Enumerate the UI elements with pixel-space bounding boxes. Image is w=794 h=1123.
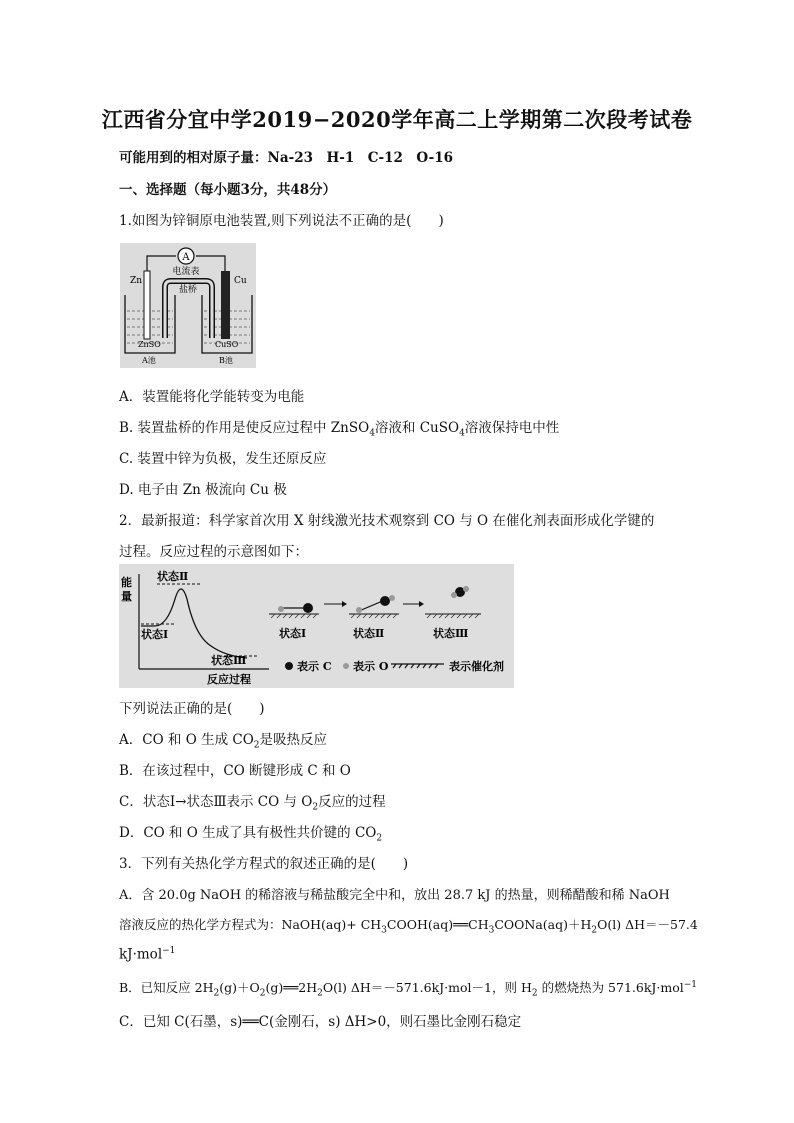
q2-question: 下列说法正确的是( ) — [119, 701, 265, 717]
cuso4-label: CuSO — [215, 340, 239, 349]
q3-option-a-line1: A．含 20.0g NaOH 的稀溶液与稀盐酸完全中和，放出 28.7 kJ 的热量，则稀醋酸和稀 NaOH — [119, 888, 670, 903]
q3-option-a-line3: kJ·mol$^{-1}$ — [119, 946, 176, 963]
reaction-energy-figure — [119, 564, 514, 688]
q1-option-a: A．装置能将化学能转变为电能 — [119, 389, 305, 405]
legend-catalyst: 表示催化剂 — [449, 660, 504, 673]
legend-oxygen: 表示 O — [353, 660, 389, 673]
ammeter-label: 电流表 — [172, 267, 200, 277]
q3-stem: 3．下列有关热化学方程式的叙述正确的是( ) — [119, 856, 409, 872]
zn-electrode-label: Zn — [130, 276, 143, 286]
surface-state3-label: 状态Ⅲ — [433, 627, 469, 640]
y-axis-label-2: 量 — [121, 590, 132, 603]
atomic-masses-note: 可能用到的相对原子量：Na-23 H-1 C-12 O-16 — [119, 150, 454, 166]
ammeter-symbol: A — [182, 252, 190, 263]
cell-b-label: B池 — [219, 356, 233, 365]
q1-option-b: B. 装置盐桥的作用是使反应过程中 ZnSO$_4$溶液和 CuSO$_4$溶液保持电中性 — [119, 420, 560, 439]
znso4-label: ZnSO — [138, 340, 161, 349]
y-axis-label-1: 能 — [121, 576, 132, 589]
q2-option-a: A．CO 和 O 生成 $CO_2$是吸热反应 — [119, 732, 328, 751]
q3-option-b: B．已知反应 $2H_2(g)+O_2(g)══2H_2O(l)$ ΔH＝－571.6kJ·mol－1，则 $H_2$ 的燃烧热为 571.6kJ·mol$^{-1}$ — [119, 979, 698, 999]
curve-state1-label: 状态Ⅰ — [141, 628, 169, 641]
q3-option-a-line2: 溶液反应的热化学方程式为：NaOH(aq)+ $CH_3COOH(aq)══CH_3COONa(aq)+H_2O(l)$ ΔH＝－57.4 — [119, 917, 698, 936]
q1-stem: 1.如图为锌铜原电池装置,则下列说法不正确的是( ) — [119, 213, 444, 229]
legend-carbon: 表示 C — [297, 660, 332, 673]
q2-stem-line2: 过程。反应过程的示意图如下： — [119, 544, 308, 560]
galvanic-cell-figure — [120, 243, 256, 368]
surface-state2-label: 状态Ⅱ — [353, 627, 385, 640]
q2-option-d: D．CO 和 O 生成了具有极性共价键的 $CO_2$ — [119, 825, 383, 844]
cell-a-label: A池 — [142, 356, 156, 365]
q2-stem-line1: 2．最新报道：科学家首次用 X 射线激光技术观察到 CO 与 O 在催化剂表面形成化学键的 — [119, 513, 655, 529]
q1-option-c: C. 装置中锌为负极，发生还原反应 — [119, 451, 327, 467]
surface-state1-label: 状态Ⅰ — [279, 627, 307, 640]
exam-title: 江西省分宜中学2019−2020学年高二上学期第二次段考试卷 — [101, 107, 693, 132]
q1-option-d: D. 电子由 Zn 极流向 Cu 极 — [119, 482, 287, 498]
q2-option-c: C．状态Ⅰ→状态Ⅲ表示 CO 与 $O_2$反应的过程 — [119, 794, 386, 813]
q2-option-b: B．在该过程中，CO 断键形成 C 和 O — [119, 763, 351, 779]
q3-option-c: C．已知 C(石墨，s)══C(金刚石，s) ΔH>0，则石墨比金刚石稳定 — [119, 1014, 522, 1030]
curve-state3-label: 状态Ⅲ — [211, 654, 247, 667]
cu-electrode-label: Cu — [234, 276, 247, 286]
curve-state2-label: 状态Ⅱ — [157, 570, 189, 583]
salt-bridge-label: 盐桥 — [178, 285, 198, 295]
section-heading: 一、选择题（每小题3分，共48分） — [119, 182, 337, 198]
x-axis-label: 反应过程 — [207, 673, 251, 686]
